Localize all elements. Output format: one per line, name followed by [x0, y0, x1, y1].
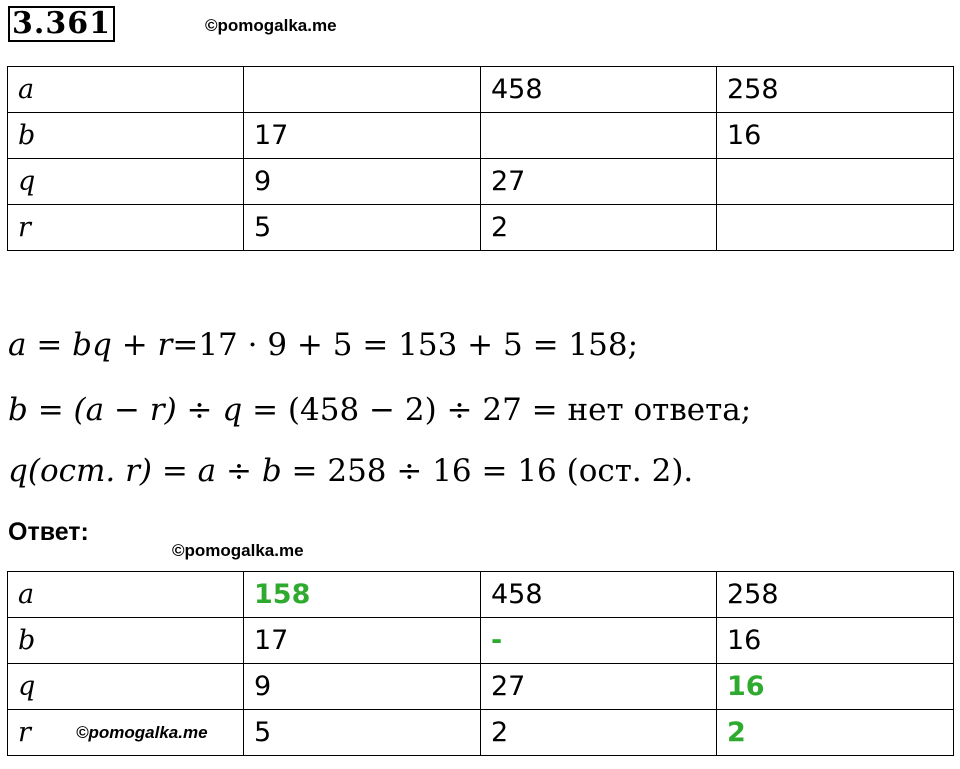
equation-a-rhs: =17 · 9 + 5 = 153 + 5 = 158;	[172, 327, 639, 363]
table-cell: 17	[244, 618, 481, 664]
table-cell: 27	[481, 159, 717, 205]
table-cell: 16	[717, 618, 954, 664]
table-cell: 9	[244, 664, 481, 710]
equation-a	[8, 327, 638, 363]
equation-a-lhs: a = bq + r	[8, 327, 173, 363]
table-row	[8, 618, 954, 664]
var-b-label: b	[8, 113, 244, 159]
table-cell: 2	[481, 205, 717, 251]
table-row	[8, 205, 954, 251]
table-cell	[717, 159, 954, 205]
table-cell: 258	[717, 67, 954, 113]
table-cell: 458	[481, 572, 717, 618]
watermark-top: ©pomogalka.me	[205, 16, 337, 35]
task-table	[7, 66, 954, 251]
table-row	[8, 572, 954, 618]
equation-b-rhs: = (458 − 2) ÷ 27 = нет ответа;	[242, 392, 752, 428]
equation-b	[8, 392, 751, 428]
watermark-middle: ©pomogalka.me	[172, 541, 304, 560]
equation-q-lhs: q(ост. r) = a ÷ b	[8, 453, 282, 489]
table-cell: 17	[244, 113, 481, 159]
table-cell	[481, 113, 717, 159]
answer-cell: 2	[717, 710, 954, 756]
table-row	[8, 67, 954, 113]
answer-table	[7, 571, 954, 756]
var-b-label: b	[8, 618, 244, 664]
var-q-label: q	[8, 664, 244, 710]
var-a-label: a	[8, 67, 244, 113]
answer-cell: 158	[244, 572, 481, 618]
var-q-label: q	[8, 159, 244, 205]
equation-q	[8, 453, 693, 489]
table-cell: 258	[717, 572, 954, 618]
table-cell: 16	[717, 113, 954, 159]
table-cell: 27	[481, 664, 717, 710]
table-cell: 5	[244, 710, 481, 756]
table-cell: 5	[244, 205, 481, 251]
var-a-label: a	[8, 572, 244, 618]
problem-number: 3.361	[8, 6, 115, 42]
watermark-bottom: ©pomogalka.me	[76, 723, 208, 742]
table-row	[8, 664, 954, 710]
table-cell	[244, 67, 481, 113]
answer-cell: -	[481, 618, 717, 664]
table-row	[8, 159, 954, 205]
table-cell: 458	[481, 67, 717, 113]
var-r-text: r	[18, 717, 31, 748]
equation-b-lhs: b = (a − r) ÷ q	[8, 392, 243, 428]
table-row	[8, 710, 954, 756]
var-r-label	[8, 710, 244, 756]
equation-q-rhs: = 258 ÷ 16 = 16 (ост. 2).	[281, 453, 694, 489]
var-r-label: r	[8, 205, 244, 251]
table-cell	[717, 205, 954, 251]
answer-label: Ответ:	[8, 518, 89, 546]
table-row	[8, 113, 954, 159]
table-cell: 2	[481, 710, 717, 756]
answer-cell: 16	[717, 664, 954, 710]
table-cell: 9	[244, 159, 481, 205]
